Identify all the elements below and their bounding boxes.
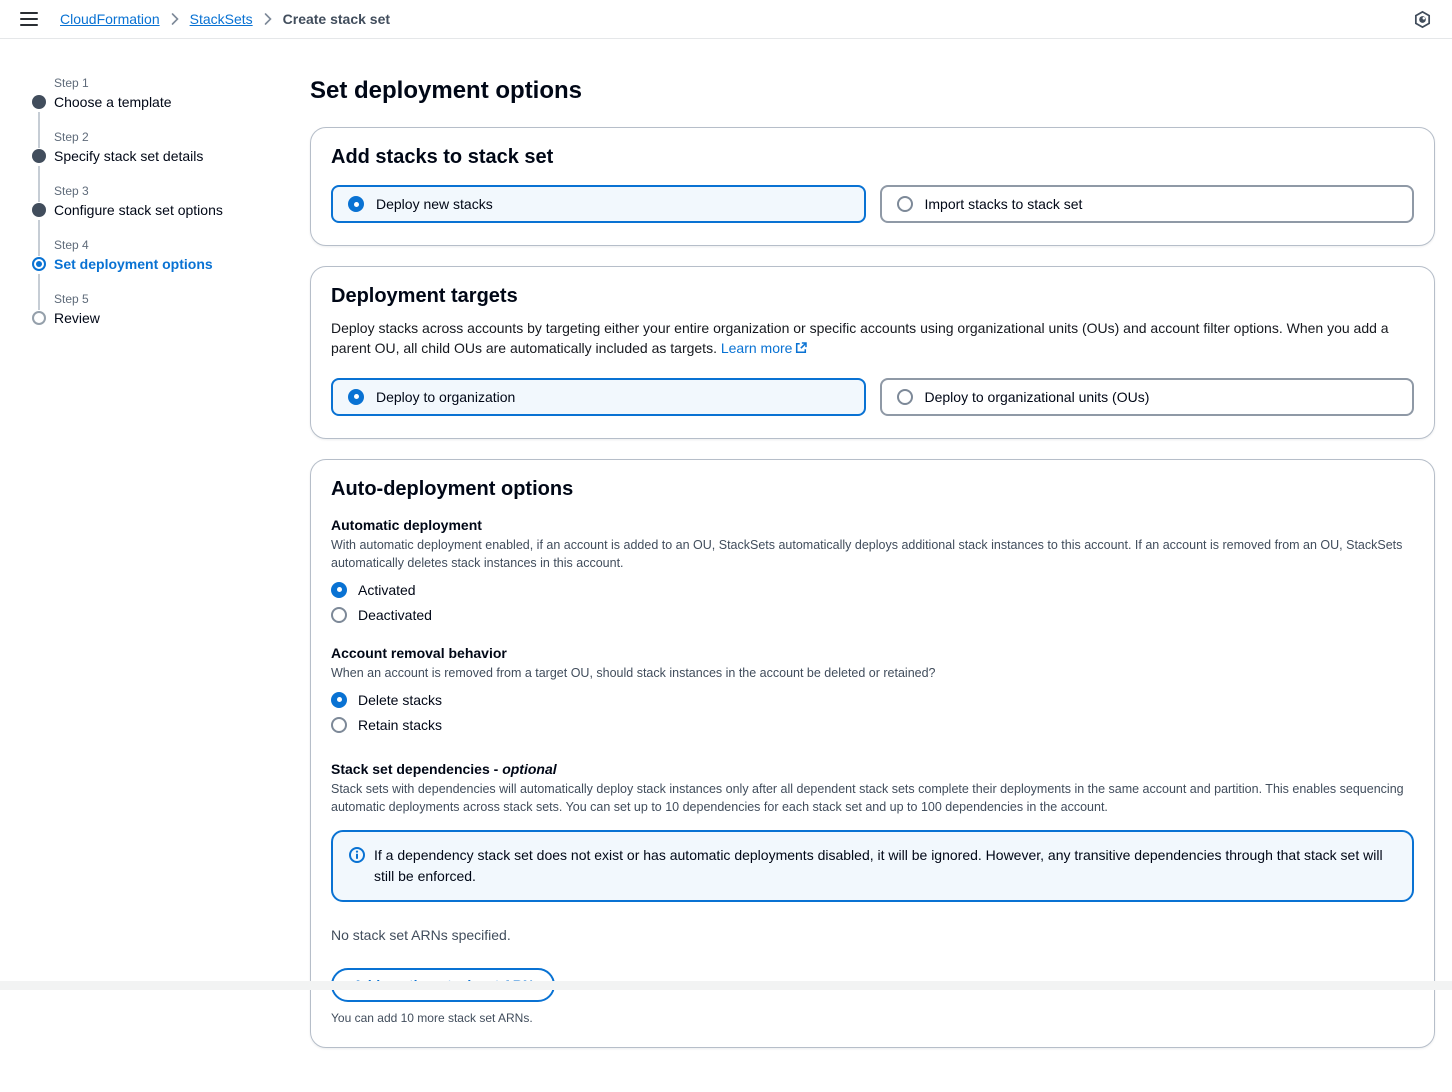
main-content [310, 39, 1452, 1092]
step-completed-icon [32, 149, 46, 163]
sidebar-step-2[interactable] [32, 130, 310, 164]
radio-unselected-icon [331, 607, 347, 623]
deployment-targets-tile-group [331, 378, 1414, 416]
dependencies-label-text: Stack set dependencies - [331, 760, 503, 777]
step-number: Step 3 [54, 184, 89, 198]
card-add-stacks-to-stack-set [310, 127, 1435, 246]
learn-more-label: Learn more [720, 340, 793, 357]
radio-unselected-icon [331, 717, 347, 733]
wizard-steps-sidebar [0, 39, 310, 1092]
radio-deactivated[interactable] [331, 607, 432, 623]
sidebar-step-5 [32, 292, 310, 326]
hamburger-menu-icon[interactable] [20, 12, 40, 27]
step-label: Set deployment options [54, 256, 213, 272]
no-arns-text: No stack set ARNs specified. [331, 927, 511, 944]
radio-selected-icon [331, 692, 347, 708]
step-number: Step 4 [54, 238, 89, 252]
automatic-deployment-description: With automatic deployment enabled, if an account is added to an OU, StackSets automatically deploys additional stack instances to this account. If an account is removed from an OU, StackSets automatically deletes stack instances in this account. [331, 537, 1403, 570]
card-title: Deployment targets [331, 285, 518, 307]
step-label: Configure stack set options [54, 202, 223, 218]
breadcrumb-current-page: Create stack set [282, 11, 391, 27]
radio-label: Retain stacks [358, 716, 443, 733]
radio-retain-stacks[interactable] [331, 717, 442, 733]
page-title: Set deployment options [310, 77, 583, 104]
tile-deploy-to-organizational-units[interactable] [880, 378, 1415, 416]
chevron-right-icon [264, 13, 272, 25]
step-label: Review [54, 310, 100, 326]
account-removal-behavior-description: When an account is removed from a target OU, should stack instances in the account be deleted or retained? [331, 665, 936, 680]
info-alert-text: If a dependency stack set does not exist or has automatic deployments disabled, it will be ignored. However, any transitive dependencies through that stack set will still be enforced. [374, 847, 1383, 885]
breadcrumb-link-cloudformation[interactable]: CloudFormation [60, 11, 160, 27]
description-text: Deploy stacks across accounts by targeting either your entire organization or specific accounts using organizational units (OUs) and account filter options. When you add a parent OU, all child OUs are automatically included as targets. [331, 320, 1389, 357]
radio-selected-icon [348, 389, 364, 405]
deployment-targets-description [331, 318, 1414, 360]
page-bottom-gutter [0, 981, 1452, 990]
step-number: Step 5 [54, 292, 89, 306]
tile-label: Deploy to organization [376, 388, 516, 405]
radio-delete-stacks[interactable] [331, 692, 442, 708]
step-current-icon [32, 257, 46, 271]
radio-label: Deactivated [358, 606, 432, 623]
info-alert [331, 830, 1414, 902]
hexagon-clock-icon[interactable] [1413, 10, 1432, 29]
tile-deploy-to-organization[interactable] [331, 378, 866, 416]
add-stacks-tile-group [331, 185, 1414, 223]
sidebar-step-4-current [32, 238, 310, 272]
step-label: Specify stack set details [54, 148, 204, 164]
card-auto-deployment-options [310, 459, 1435, 1049]
radio-unselected-icon [897, 389, 913, 405]
radio-unselected-icon [897, 196, 913, 212]
radio-activated[interactable] [331, 582, 416, 598]
arn-limit-helper-text: You can add 10 more stack set ARNs. [331, 1011, 533, 1026]
step-number: Step 1 [54, 76, 89, 90]
radio-selected-icon [331, 582, 347, 598]
radio-selected-icon [348, 196, 364, 212]
step-upcoming-icon [32, 311, 46, 325]
tile-label: Import stacks to stack set [924, 196, 1083, 212]
learn-more-link[interactable] [721, 340, 808, 356]
tile-label: Deploy to organizational units (OUs) [924, 388, 1150, 405]
radio-label: Activated [358, 581, 416, 598]
stack-set-dependencies-description: Stack sets with dependencies will automatically deploy stack instances only after all dependent stack sets complete their deployments in the same account and partition. This enables sequencing automatic deployments across stack sets. You can set up to 10 dependencies for each stack set and up to 100 dependencies in the account. [331, 781, 1404, 815]
stack-set-dependencies-label [331, 761, 1414, 777]
tile-label: Deploy new stacks [376, 196, 493, 212]
info-icon [349, 847, 365, 887]
card-title: Add stacks to stack set [331, 146, 554, 168]
radio-label: Delete stacks [358, 691, 443, 708]
breadcrumb [60, 11, 390, 27]
tile-import-stacks-to-stack-set[interactable] [880, 185, 1415, 223]
optional-label: optional [502, 760, 557, 777]
account-removal-behavior-label: Account removal behavior [331, 644, 507, 661]
chevron-right-icon [171, 13, 179, 25]
step-label: Choose a template [54, 94, 172, 110]
breadcrumb-link-stacksets[interactable]: StackSets [189, 11, 253, 27]
top-navigation-bar [0, 0, 1452, 39]
sidebar-step-3[interactable] [32, 184, 310, 218]
external-link-icon [795, 339, 807, 359]
step-completed-icon [32, 203, 46, 217]
card-title: Auto-deployment options [331, 477, 574, 500]
step-number: Step 2 [54, 130, 89, 144]
sidebar-step-1[interactable] [32, 76, 310, 110]
automatic-deployment-label: Automatic deployment [331, 516, 482, 533]
tile-deploy-new-stacks[interactable] [331, 185, 866, 223]
step-completed-icon [32, 95, 46, 109]
card-deployment-targets [310, 266, 1435, 439]
